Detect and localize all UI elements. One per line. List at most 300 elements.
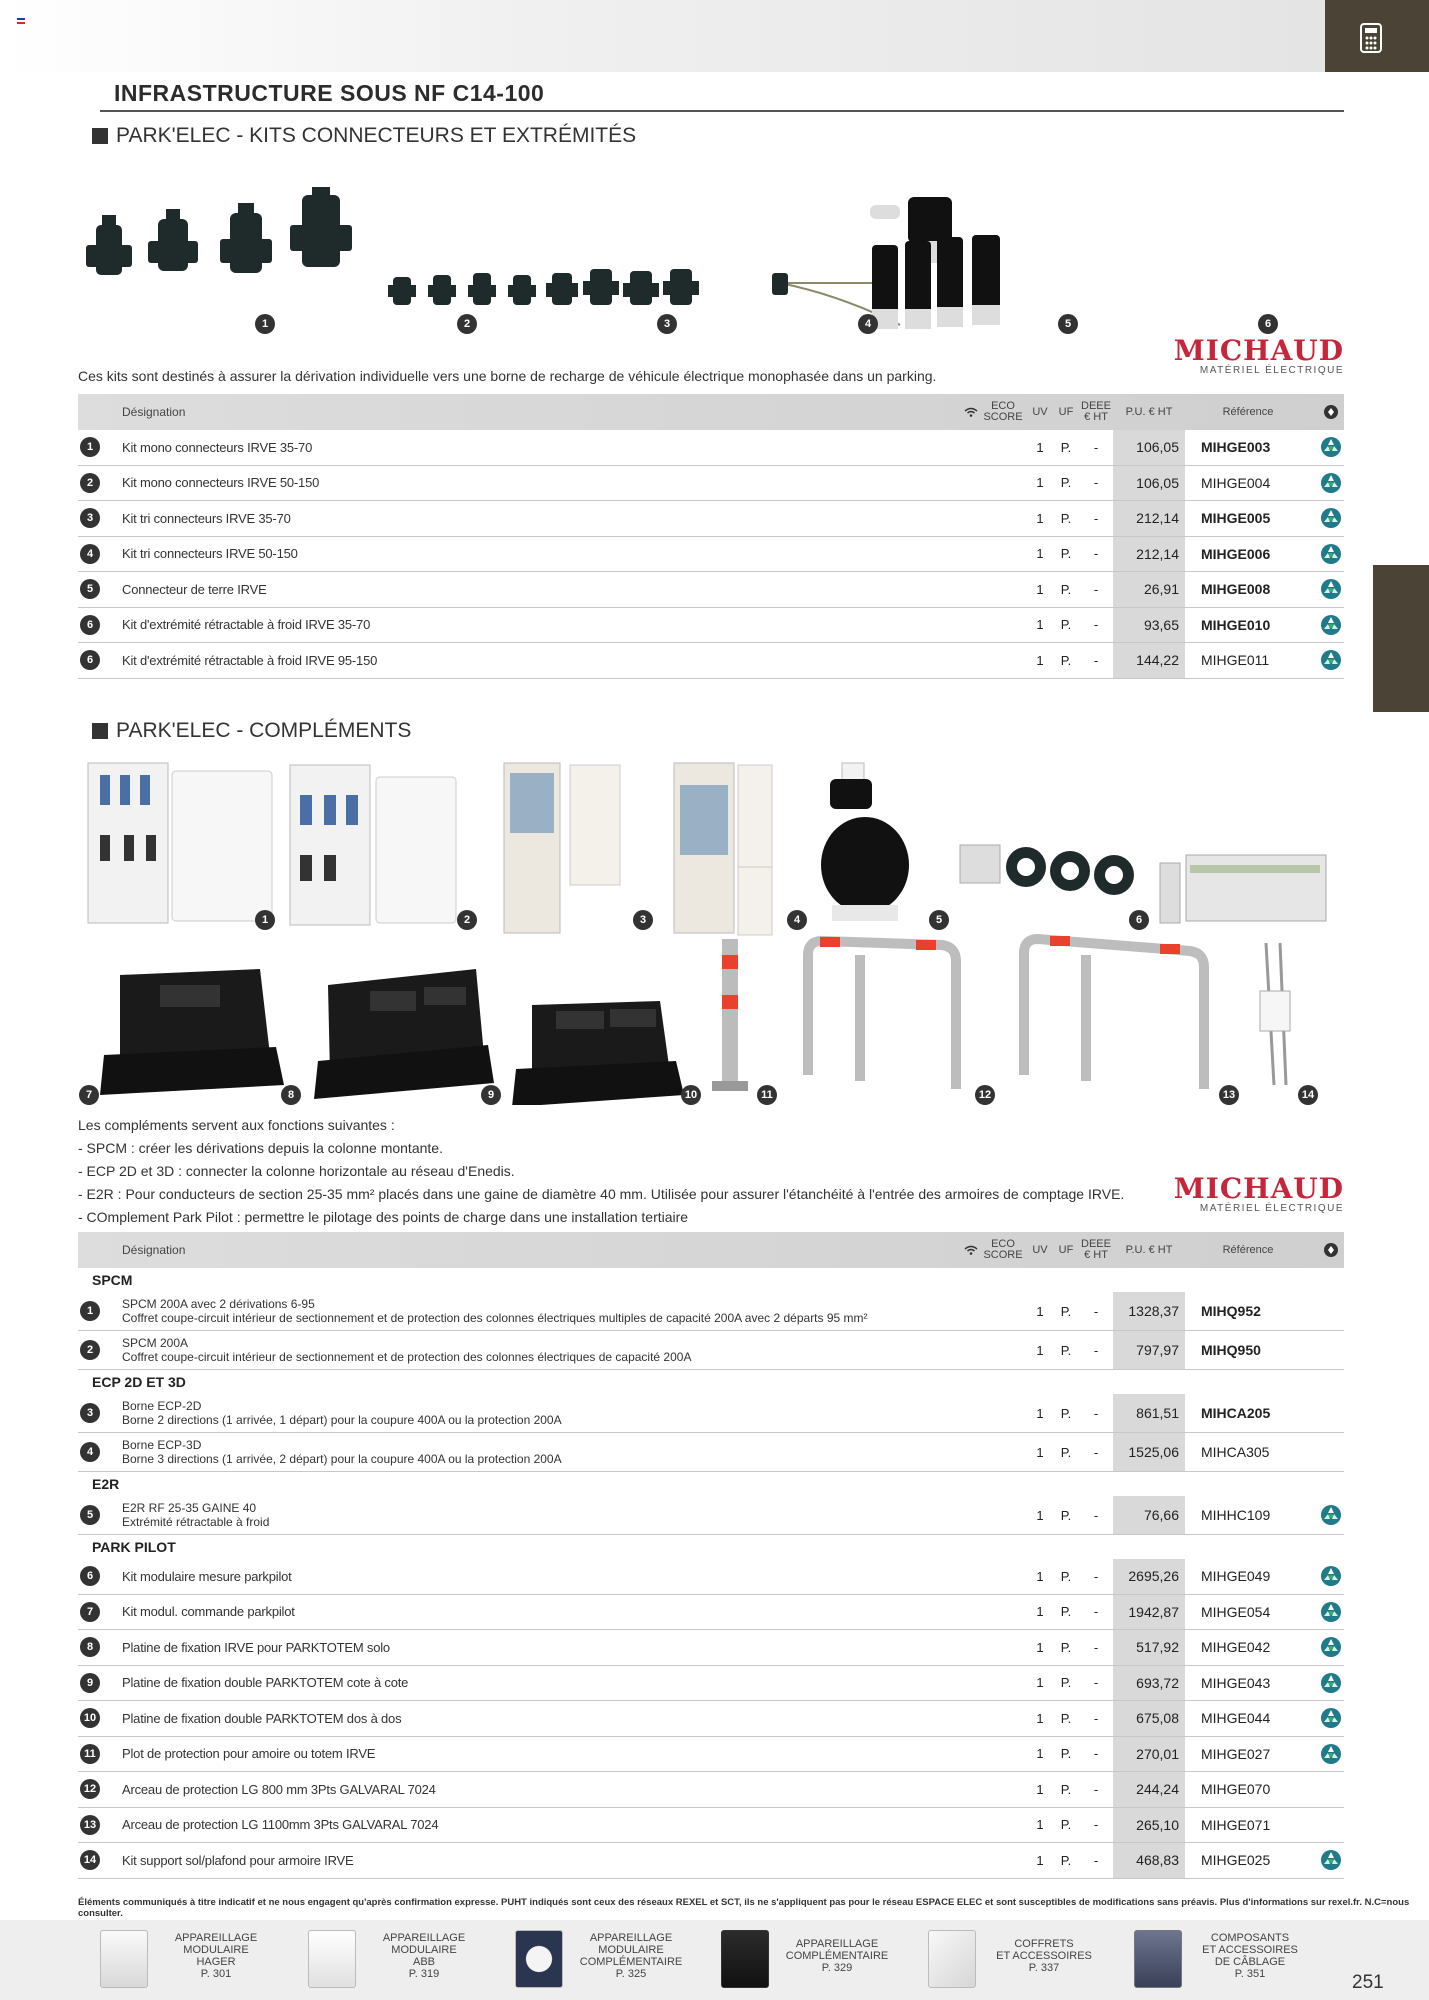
table-row: [78, 643, 1344, 679]
row-reference[interactable]: MIHQ950: [1201, 1342, 1261, 1358]
intro-line: - SPCM : créer les dérivations depuis la colonne montante.: [78, 1140, 443, 1156]
row-designation: Platine de fixation IRVE pour PARKTOTEM solo: [122, 1639, 390, 1655]
row-uv: 1: [1036, 1710, 1044, 1726]
row-price: 861,51: [1113, 1394, 1185, 1432]
row-uv: 1: [1036, 1675, 1044, 1691]
french-flag-icon: [17, 18, 25, 24]
row-designation: [122, 1496, 1002, 1534]
row-reference[interactable]: MIHGE005: [1201, 510, 1271, 527]
row-uv: 1: [1036, 1405, 1044, 1421]
row-price: 144,22: [1113, 643, 1185, 678]
row-uf: P.: [1060, 1342, 1072, 1358]
footer-label: APPAREILLAGE MODULAIRE HAGER P. 301: [174, 1932, 258, 1980]
row-deee: -: [1093, 1639, 1099, 1655]
row-number-badge: 11: [80, 1737, 100, 1772]
row-uf: P.: [1060, 546, 1072, 562]
row-uf: P.: [1060, 1746, 1072, 1762]
col-reference: Référence: [1222, 1243, 1274, 1256]
row-number-badge: 14: [80, 1843, 100, 1878]
image-number: 1: [255, 314, 275, 334]
row-deee: -: [1093, 617, 1099, 633]
eco-score-icon: [1320, 1843, 1342, 1878]
product-image-ecp-3d: [674, 763, 772, 935]
row-deee: -: [1093, 581, 1099, 597]
row-designation: Platine de fixation double PARKTOTEM dos à dos: [122, 1710, 402, 1726]
footer-thumb: [308, 1930, 356, 1988]
row-number-badge: 3: [80, 501, 100, 536]
row-eco-score: [1318, 1666, 1344, 1701]
row-reference[interactable]: MIHHC109: [1201, 1507, 1271, 1523]
image-number: 5: [929, 910, 949, 930]
section1-title-text: PARK'ELEC - KITS CONNECTEURS ET EXTRÉMITÉS: [116, 124, 637, 147]
row-reference[interactable]: MIHGE004: [1201, 474, 1271, 491]
kits-table: [78, 394, 1344, 679]
image-number: 1: [255, 910, 275, 930]
brand-name: MICHAUD: [1173, 334, 1344, 367]
row-eco-score: [1318, 1843, 1344, 1878]
row-deee: -: [1093, 652, 1099, 668]
row-deee: -: [1093, 1507, 1099, 1523]
eco-score-icon: [1320, 1630, 1342, 1665]
row-uf: P.: [1060, 581, 1072, 597]
row-number-badge: 4: [80, 1433, 100, 1471]
table-row: [78, 1772, 1344, 1808]
footer-label: COMPOSANTS ET ACCESSOIRES DE CÂBLAGE P. 351: [1202, 1932, 1298, 1980]
intro-line: - COmplement Park Pilot : permettre le pilotage des points de charge dans une installation tertiaire: [78, 1209, 689, 1225]
eco-score-icon: [1320, 572, 1342, 607]
row-uv: 1: [1036, 1507, 1044, 1523]
section2-intro: [78, 1114, 1124, 1229]
row-eco-score: [1318, 1595, 1344, 1630]
row-designation-line1: E2R RF 25-35 GAINE 40: [122, 1501, 257, 1515]
product-image-spcm-200a: [290, 765, 456, 925]
row-reference[interactable]: MIHGE042: [1201, 1639, 1271, 1656]
group-heading: ECP 2D ET 3D: [92, 1374, 186, 1390]
row-deee: -: [1093, 1781, 1099, 1797]
row-designation: Plot de protection pour amoire ou totem IRVE: [122, 1746, 376, 1762]
row-deee: -: [1093, 1746, 1099, 1762]
footer-thumb: [515, 1930, 563, 1988]
row-deee: -: [1093, 510, 1099, 526]
col-uv: UV: [1032, 1243, 1048, 1256]
footer-link-modulaire-complementaire[interactable]: [515, 1928, 720, 1992]
product-image-protection-bollard: [712, 939, 748, 1091]
row-eco-score: [1318, 1496, 1344, 1534]
page-number: 251: [1352, 1972, 1384, 1993]
top-band: [0, 0, 1325, 72]
row-price: 693,72: [1113, 1666, 1185, 1701]
row-reference[interactable]: MIHCA205: [1201, 1405, 1271, 1421]
image-number: 4: [858, 314, 878, 334]
footer-thumb: [100, 1930, 148, 1988]
row-price: 2695,26: [1113, 1559, 1185, 1594]
row-eco-score: [1318, 501, 1344, 536]
row-number-badge: 2: [80, 466, 100, 501]
row-reference[interactable]: MIHGE008: [1201, 581, 1271, 598]
row-designation-line1: SPCM 200A: [122, 1336, 189, 1350]
image-number: 12: [975, 1085, 995, 1105]
footer-thumb: [721, 1930, 769, 1988]
michaud-logo: [1170, 1172, 1344, 1214]
table-row: [78, 1666, 1344, 1702]
row-eco-score: [1318, 1433, 1344, 1471]
recycle-icon: [1320, 1232, 1342, 1268]
row-number-badge: 6: [80, 608, 100, 643]
row-uf: P.: [1060, 1675, 1072, 1691]
eco-score-icon: [1320, 1701, 1342, 1736]
row-price: 93,65: [1113, 608, 1185, 643]
row-reference[interactable]: MIHGE025: [1201, 1852, 1271, 1869]
row-price: 675,08: [1113, 1701, 1185, 1736]
intro-line: Les compléments servent aux fonctions suivantes :: [78, 1117, 395, 1133]
product-image-spcm-2-derivations: [88, 763, 272, 923]
row-uf: P.: [1060, 1568, 1072, 1584]
row-deee: -: [1093, 1568, 1099, 1584]
brand-tagline: MATÉRIEL ÉLECTRIQUE: [1199, 1203, 1344, 1214]
intro-line: - ECP 2D et 3D : connecter la colonne horizontale au réseau d'Enedis.: [78, 1163, 515, 1179]
row-reference[interactable]: MIHQ952: [1201, 1303, 1261, 1319]
row-uf: P.: [1060, 510, 1072, 526]
row-number-badge: 10: [80, 1701, 100, 1736]
product-image-mono-50-150: [220, 187, 352, 273]
row-designation-line2: Borne 3 directions (1 arrivée, 2 départ) pour la coupure 400A ou la protection 200A: [122, 1452, 562, 1466]
row-deee: -: [1093, 1405, 1099, 1421]
eco-score-icon: [1320, 466, 1342, 501]
product-image-parkpilot-command: [1160, 855, 1326, 923]
group-heading: PARK PILOT: [92, 1539, 176, 1555]
row-uv: 1: [1036, 1342, 1044, 1358]
row-uf: P.: [1060, 1303, 1072, 1319]
product-image-arch-800: [808, 941, 956, 1089]
row-eco-score: [1318, 572, 1344, 607]
eco-score-icon: [1320, 537, 1342, 572]
catalog-tab[interactable]: [1325, 0, 1429, 72]
table-header: [78, 1232, 1344, 1268]
row-deee: -: [1093, 546, 1099, 562]
image-number: 14: [1298, 1085, 1318, 1105]
calculator-icon: [1359, 22, 1395, 56]
row-uf: P.: [1060, 1639, 1072, 1655]
row-uv: 1: [1036, 1568, 1044, 1584]
row-price: 244,24: [1113, 1772, 1185, 1807]
image-number: 3: [657, 314, 677, 334]
row-uf: P.: [1060, 1817, 1072, 1833]
row-price: 797,97: [1113, 1331, 1185, 1369]
row-designation: Kit d'extrémité rétractable à froid IRVE 95-150: [122, 652, 378, 668]
product-image-e2r: [821, 763, 909, 921]
row-uf: P.: [1060, 1710, 1072, 1726]
table-row: [78, 466, 1344, 502]
row-uv: 1: [1036, 1746, 1044, 1762]
row-designation: Kit modulaire mesure parkpilot: [122, 1568, 292, 1584]
row-designation: [122, 1331, 1002, 1369]
table-row: [78, 1595, 1344, 1631]
intro-line: - E2R : Pour conducteurs de section 25-35 mm² placés dans une gaine de diamètre 40 mm. Utilisée pour assurer l'étanchéité à l'entrée des armoires de comptage IRVE.: [78, 1186, 1125, 1202]
row-price: 26,91: [1113, 572, 1185, 607]
image-number: 4: [787, 910, 807, 930]
table-row: [78, 1843, 1344, 1879]
row-designation-line2: Coffret coupe-circuit intérieur de sectionnement et de protection des colonnes électriques multiples de capacité 200A avec 2 départs 95 mm²: [122, 1311, 868, 1325]
product-image-plinth-solo: [100, 969, 284, 1095]
footer-link-abb[interactable]: [308, 1928, 513, 1992]
row-eco-score: [1318, 1808, 1344, 1843]
row-uf: P.: [1060, 1444, 1072, 1460]
section1-intro: Ces kits sont destinés à assurer la dérivation individuelle vers une borne de recharge de véhicule électrique monophasée dans un parking.: [78, 368, 937, 384]
image-number: 6: [1129, 910, 1149, 930]
table-row: [78, 1559, 1344, 1595]
col-designation: Désignation: [122, 404, 186, 419]
row-uv: 1: [1036, 1852, 1044, 1868]
eco-score-icon: [1320, 501, 1342, 536]
image-number: 5: [1058, 314, 1078, 334]
row-uf: P.: [1060, 1405, 1072, 1421]
row-price: 265,10: [1113, 1808, 1185, 1843]
row-number-badge: 1: [80, 430, 100, 465]
row-price: 212,14: [1113, 537, 1185, 572]
eco-score-icon: [1320, 608, 1342, 643]
table-row: [78, 572, 1344, 608]
table-row: [78, 537, 1344, 573]
row-eco-score: [1318, 1737, 1344, 1772]
product-image-floor-ceiling-support: [1260, 943, 1290, 1085]
row-deee: -: [1093, 475, 1099, 491]
footer-label: COFFRETS ET ACCESSOIRES P. 337: [996, 1938, 1092, 1974]
row-price: 106,05: [1113, 466, 1185, 501]
eco-score-icon: [1320, 1496, 1342, 1534]
row-designation: Arceau de protection LG 800 mm 3Pts GALVARAL 7024: [122, 1781, 436, 1797]
col-deee: DEEE € HT: [1081, 1238, 1111, 1261]
row-price: 1525,06: [1113, 1433, 1185, 1471]
row-designation: [122, 1394, 1002, 1432]
row-deee: -: [1093, 439, 1099, 455]
row-designation: Kit mono connecteurs IRVE 50-150: [122, 475, 320, 491]
page-title: INFRASTRUCTURE SOUS NF C14-100: [114, 80, 545, 106]
eco-score-icon: [1320, 1737, 1342, 1772]
section-square-icon: [92, 128, 108, 144]
row-reference[interactable]: MIHGE043: [1201, 1674, 1271, 1691]
footer-link-hager[interactable]: [100, 1928, 305, 1992]
image-number: 8: [281, 1085, 301, 1105]
complements-table-body: [78, 1268, 1344, 1879]
row-reference[interactable]: MIHGE044: [1201, 1710, 1271, 1727]
row-reference[interactable]: MIHGE071: [1201, 1816, 1271, 1833]
row-deee: -: [1093, 1342, 1099, 1358]
row-eco-score: [1318, 1292, 1344, 1330]
section-side-tab[interactable]: [1373, 565, 1429, 712]
row-deee: -: [1093, 1675, 1099, 1691]
recycle-icon: [1320, 394, 1342, 430]
title-divider: [100, 110, 1344, 112]
product-image-tri-35-70: [388, 273, 536, 305]
row-designation-line2: Coffret coupe-circuit intérieur de sectionnement et de protection des colonnes électriques de capacité 200A: [122, 1350, 692, 1364]
row-number-badge: 6: [80, 643, 100, 678]
table-row: [78, 1496, 1344, 1535]
row-designation: Kit support sol/plafond pour armoire IRVE: [122, 1852, 354, 1868]
section2-title-text: PARK'ELEC - COMPLÉMENTS: [116, 719, 412, 742]
row-number-badge: 8: [80, 1630, 100, 1665]
row-eco-score: [1318, 1331, 1344, 1369]
row-reference[interactable]: MIHGE054: [1201, 1603, 1271, 1620]
row-deee: -: [1093, 1852, 1099, 1868]
row-deee: -: [1093, 1710, 1099, 1726]
row-uf: P.: [1060, 1507, 1072, 1523]
complements-table: [78, 1232, 1344, 1879]
row-eco-score: [1318, 1559, 1344, 1594]
row-uv: 1: [1036, 1303, 1044, 1319]
row-uv: 1: [1036, 1444, 1044, 1460]
col-reference: Référence: [1222, 405, 1274, 418]
row-designation: Connecteur de terre IRVE: [122, 581, 267, 597]
row-reference[interactable]: MIHGE003: [1201, 439, 1271, 456]
row-deee: -: [1093, 1303, 1099, 1319]
image-number: 2: [457, 910, 477, 930]
row-price: 76,66: [1113, 1496, 1185, 1534]
row-designation-line1: Borne ECP-3D: [122, 1438, 202, 1452]
table-row: [78, 1808, 1344, 1844]
table-row: [78, 1292, 1344, 1331]
row-number-badge: 4: [80, 537, 100, 572]
brand-name: MICHAUD: [1173, 1172, 1344, 1205]
row-uf: P.: [1060, 1604, 1072, 1620]
row-number-badge: 6: [80, 1559, 100, 1594]
row-designation: [122, 1433, 1002, 1471]
group-heading: E2R: [92, 1476, 120, 1492]
row-price: 1942,87: [1113, 1595, 1185, 1630]
col-eco-score: ECO SCORE: [983, 1238, 1023, 1261]
col-pu: P.U. € HT: [1125, 1243, 1173, 1256]
row-uv: 1: [1036, 652, 1044, 668]
row-uv: 1: [1036, 1639, 1044, 1655]
row-reference[interactable]: MIHGE027: [1201, 1745, 1271, 1762]
row-number-badge: 9: [80, 1666, 100, 1701]
kits-table-body: [78, 430, 1344, 679]
eco-score-icon: [1320, 1595, 1342, 1630]
product-image-parkpilot-measure: [960, 845, 1134, 895]
product-image-ecp-2d: [504, 763, 620, 933]
row-reference[interactable]: MIHGE011: [1201, 652, 1270, 669]
row-price: 212,14: [1113, 501, 1185, 536]
col-deee: DEEE € HT: [1081, 400, 1111, 423]
footer-link-complementaire[interactable]: [721, 1928, 926, 1992]
image-number: 6: [1258, 314, 1278, 334]
table-row: [78, 1630, 1344, 1666]
row-eco-score: [1318, 1630, 1344, 1665]
table-row: [78, 1737, 1344, 1773]
row-price: 468,83: [1113, 1843, 1185, 1878]
row-designation: Kit d'extrémité rétractable à froid IRVE 35-70: [122, 617, 371, 633]
col-uv: UV: [1032, 405, 1048, 418]
row-eco-score: [1318, 537, 1344, 572]
footer-label: APPAREILLAGE MODULAIRE COMPLÉMENTAIRE P. 325: [579, 1932, 683, 1980]
footer-thumb: [1134, 1930, 1182, 1988]
col-pu: P.U. € HT: [1125, 405, 1173, 418]
row-uf: P.: [1060, 1781, 1072, 1797]
product-image-plinth-side-by-side: [314, 969, 494, 1099]
row-reference[interactable]: MIHGE049: [1201, 1568, 1271, 1585]
row-price: 517,92: [1113, 1630, 1185, 1665]
footer-thumb: [928, 1930, 976, 1988]
row-deee: -: [1093, 1817, 1099, 1833]
image-number: 9: [481, 1085, 501, 1105]
row-eco-score: [1318, 1701, 1344, 1736]
image-number: 7: [79, 1085, 99, 1105]
table-row: [78, 501, 1344, 537]
footer-link-coffrets[interactable]: [928, 1928, 1133, 1992]
row-designation-line1: Borne ECP-2D: [122, 1399, 202, 1413]
row-designation-line2: Borne 2 directions (1 arrivée, 1 départ) pour la coupure 400A ou la protection 200A: [122, 1413, 562, 1427]
row-uf: P.: [1060, 617, 1072, 633]
eco-score-icon: [1320, 1559, 1342, 1594]
row-reference[interactable]: MIHGE006: [1201, 545, 1271, 562]
row-uv: 1: [1036, 439, 1044, 455]
row-designation: Kit tri connecteurs IRVE 35-70: [122, 510, 291, 526]
section1-title: [92, 124, 636, 148]
col-uf: UF: [1058, 405, 1074, 418]
row-designation: Kit mono connecteurs IRVE 35-70: [122, 439, 313, 455]
image-number: 2: [457, 314, 477, 334]
image-number: 11: [757, 1085, 777, 1105]
complements-illustration: [80, 755, 1340, 1105]
product-image-plinth-back-to-back: [512, 1001, 684, 1105]
row-designation: Arceau de protection LG 1100mm 3Pts GALVARAL 7024: [122, 1817, 439, 1833]
row-number-badge: 2: [80, 1331, 100, 1369]
row-reference[interactable]: MIHGE070: [1201, 1781, 1271, 1798]
brand-tagline: MATÉRIEL ÉLECTRIQUE: [1199, 365, 1344, 376]
row-designation: Kit modul. commande parkpilot: [122, 1604, 295, 1620]
section2-title: [92, 719, 411, 743]
row-eco-score: [1318, 643, 1344, 678]
footnote: Éléments communiqués à titre indicatif et ne nous engagent qu'après confirmation expresse. PUHT indiqués sont ceux des réseaux REXEL et SCT, ils ne s'appliquent pas pour le réseau ESPACE ELEC et sont susceptibles de modifications sans préavis. Plus d'informations sur rexel.fr. N.C=nous consulter.: [78, 1897, 1410, 1919]
product-image-tri-50-150: [546, 269, 699, 305]
row-reference[interactable]: MIHGE010: [1201, 616, 1271, 633]
image-number: 13: [1219, 1085, 1239, 1105]
row-number-badge: 3: [80, 1394, 100, 1432]
row-number-badge: 5: [80, 572, 100, 607]
row-number-badge: 12: [80, 1772, 100, 1807]
row-designation: [122, 1292, 1002, 1330]
table-header: [78, 394, 1344, 430]
col-uf: UF: [1058, 1243, 1074, 1256]
footer-nav: [0, 1920, 1429, 2000]
row-uv: 1: [1036, 510, 1044, 526]
row-eco-score: [1318, 466, 1344, 501]
table-row: [78, 1331, 1344, 1370]
row-eco-score: [1318, 1772, 1344, 1807]
eco-score-icon: [1320, 1666, 1342, 1701]
row-eco-score: [1318, 430, 1344, 465]
footer-link-cablage[interactable]: [1134, 1928, 1339, 1992]
eco-score-icon: [1320, 643, 1342, 678]
product-image-mono-35-70: [86, 209, 198, 275]
row-reference[interactable]: MIHCA305: [1201, 1444, 1270, 1460]
row-uv: 1: [1036, 475, 1044, 491]
row-uv: 1: [1036, 546, 1044, 562]
row-uv: 1: [1036, 617, 1044, 633]
row-number-badge: 5: [80, 1496, 100, 1534]
table-row: [78, 1701, 1344, 1737]
eco-score-icon: [1320, 430, 1342, 465]
flag-stripe-red: [17, 22, 25, 24]
row-uv: 1: [1036, 1817, 1044, 1833]
row-number-badge: 13: [80, 1808, 100, 1843]
row-uf: P.: [1060, 652, 1072, 668]
row-uv: 1: [1036, 581, 1044, 597]
row-uf: P.: [1060, 439, 1072, 455]
footer-label: APPAREILLAGE COMPLÉMENTAIRE P. 329: [785, 1938, 889, 1974]
image-number: 3: [633, 910, 653, 930]
row-price: 106,05: [1113, 430, 1185, 465]
row-uf: P.: [1060, 475, 1072, 491]
